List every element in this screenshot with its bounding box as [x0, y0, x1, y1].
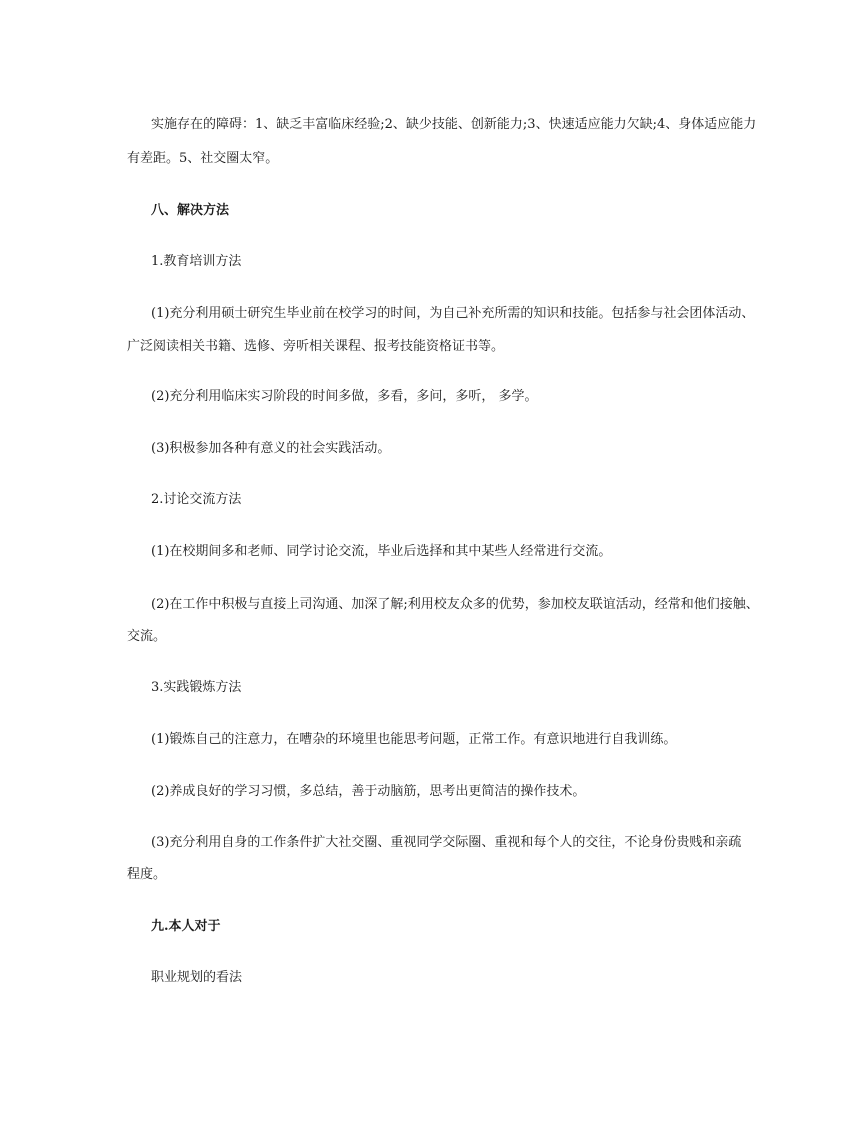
- subsection-3-item-3-line-1: (3)充分利用自身的工作条件扩大社交圈、重视同学交际圈、重视和每个人的交往，不论身份贵贱和亲疏: [151, 835, 742, 850]
- subsection-1-item-2: (2)充分利用临床实习阶段的时间多做，多看，多问，多听， 多学。: [151, 389, 538, 404]
- subsection-1-item-1-line-1: (1)充分利用硕士研究生毕业前在校学习的时间，为自己补充所需的知识和技能。包括参与社会团体活动、: [151, 306, 755, 321]
- section-8-heading: 八、解决方法: [151, 203, 230, 218]
- subsection-2-item-2-line-1: (2)在工作中积极与直接上司沟通、加深了解;利用校友众多的优势，参加校友联谊活动，经常和他们接触、: [151, 597, 759, 612]
- subsection-3-item-1: (1)锻炼自己的注意力，在嘈杂的环境里也能思考问题，正常工作。有意识地进行自我训练。: [151, 732, 677, 747]
- section-9-heading: 九.本人对于: [151, 919, 221, 934]
- obstacles-line-2: 有差距。5、社交圈太窄。: [127, 151, 279, 166]
- subsection-3-heading: 3.实践锻炼方法: [151, 680, 242, 695]
- subsection-2-item-2-line-2: 交流。: [127, 629, 167, 644]
- subsection-2-item-1: (1)在校期间多和老师、同学讨论交流，毕业后选择和其中某些人经常进行交流。: [151, 544, 612, 559]
- subsection-3-item-2: (2)养成良好的学习习惯，多总结，善于动脑筋，思考出更简洁的操作技术。: [151, 784, 586, 799]
- subsection-1-item-1-line-2: 广泛阅读相关书籍、选修、旁听相关课程、报考技能资格证书等。: [127, 339, 505, 354]
- section-9-text: 职业规划的看法: [151, 970, 243, 985]
- subsection-3-item-3-line-2: 程度。: [127, 867, 167, 882]
- subsection-1-heading: 1.教育培训方法: [151, 254, 242, 269]
- subsection-2-heading: 2.讨论交流方法: [151, 492, 242, 507]
- obstacles-line-1: 实施存在的障碍：1、缺乏丰富临床经验;2、缺少技能、创新能力;3、快速适应能力欠缺;4、身体适应能力: [151, 117, 757, 132]
- subsection-1-item-3: (3)积极参加各种有意义的社会实践活动。: [151, 441, 391, 456]
